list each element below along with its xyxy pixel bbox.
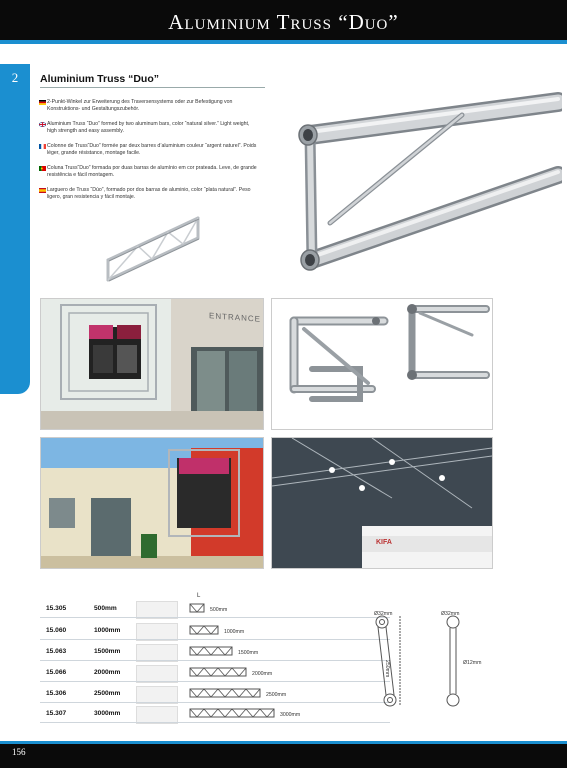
table-row [40, 686, 390, 703]
part-length: 3000mm [94, 710, 121, 717]
truss-length-icon [188, 707, 276, 719]
section-title: Aluminium Truss “Duo” [40, 73, 160, 85]
truss-length-icon [188, 624, 220, 636]
description-fr-text: Colonne de Truss“Duo” formée par deux barres d’aluminium couleur “argent naturel”. Poids léger, grande résistance, montage facile. [47, 143, 257, 156]
truss-height: 250mm [384, 660, 390, 678]
truss-hero-image [290, 90, 562, 280]
row-divider [40, 639, 390, 640]
description-pt [47, 165, 257, 179]
page-number: 156 [12, 747, 26, 757]
photo-exhibition-hall [271, 437, 493, 569]
truss-length-icon [188, 687, 262, 699]
footer-accent-stripe [0, 741, 567, 744]
brace-diameter: Ø12mm [463, 660, 482, 666]
table-row [40, 665, 390, 682]
part-length: 500mm [94, 605, 117, 612]
table-row [40, 644, 390, 661]
description-en [47, 121, 257, 135]
header-accent-stripe [0, 40, 567, 44]
part-code: 15.066 [46, 669, 67, 676]
flag-pt-icon [39, 166, 46, 171]
description-es [47, 187, 257, 201]
table-row [40, 601, 393, 618]
photo-building-banner [40, 437, 264, 569]
dimension-label: 2500mm [266, 692, 287, 698]
row-divider [40, 617, 390, 618]
truss-length-icon [188, 666, 248, 678]
dimension-label: 3000mm [280, 712, 301, 718]
table-row [40, 623, 390, 640]
flag-es-icon [39, 188, 46, 193]
truss-thumbnail-image [100, 210, 210, 285]
tube-diameter-left: Ø32mm [374, 611, 393, 617]
part-code: 15.307 [46, 710, 67, 717]
dimension-label: 2000mm [252, 671, 273, 677]
description-es-text: Larguero de Truss “Dúo”, formado por dos barras de aluminio, color “plata natural”. Peso ligero, gran resistencia y fácil montaje. [47, 187, 251, 200]
section-rule [40, 87, 265, 88]
tube-diameter-right: Ø32mm [441, 611, 460, 617]
banner-brand: KIFA [376, 539, 392, 546]
cross-section-drawing [360, 606, 510, 721]
photo-truss-joint [271, 298, 493, 430]
truss-length-icon [188, 645, 234, 657]
part-code: 15.305 [46, 605, 67, 612]
truss-length-icon [188, 602, 206, 614]
length-column-label: L [197, 593, 201, 599]
page-footer [0, 741, 567, 768]
part-code: 15.063 [46, 648, 67, 655]
row-divider [40, 681, 390, 682]
part-length: 1000mm [94, 627, 121, 634]
description-en-text: Aluminium Truss “Duo” formed by two aluminum bars, color “natural silver.” Light weight, high strength and easy assembly. [47, 121, 250, 134]
part-length: 2000mm [94, 669, 121, 676]
description-fr [47, 143, 257, 157]
description-pt-text: Coluna Truss“Duo” formada por duas barras de alumínio em cor prateada. Leve, de grande resistência e fácil montagem. [47, 165, 257, 178]
row-divider [40, 722, 390, 723]
photo-building-entrance [40, 298, 264, 430]
description-de-text: 2-Punkt-Winkel zur Erweiterung des Traversensystems oder zur Befestigung von Konstruktions- und Gestaltungszubehör. [47, 99, 233, 112]
part-code: 15.060 [46, 627, 67, 634]
row-divider [40, 660, 390, 661]
part-length: 2500mm [94, 690, 121, 697]
chapter-number: 2 [11, 70, 19, 85]
page-title: Aluminium Truss “Duo” [168, 10, 399, 34]
dimension-label: 1500mm [238, 650, 259, 656]
chapter-tab [0, 64, 30, 394]
description-de [47, 99, 257, 113]
part-length: 1500mm [94, 648, 121, 655]
table-row [40, 706, 390, 723]
dimension-label: 500mm [210, 607, 228, 613]
flag-fr-icon [39, 144, 46, 149]
flag-uk-icon [39, 122, 46, 127]
flag-de-icon [39, 100, 46, 105]
dimension-label: 1000mm [224, 629, 245, 635]
part-code: 15.306 [46, 690, 67, 697]
row-divider [40, 702, 390, 703]
entrance-sign: ENTRANCE [209, 311, 262, 324]
